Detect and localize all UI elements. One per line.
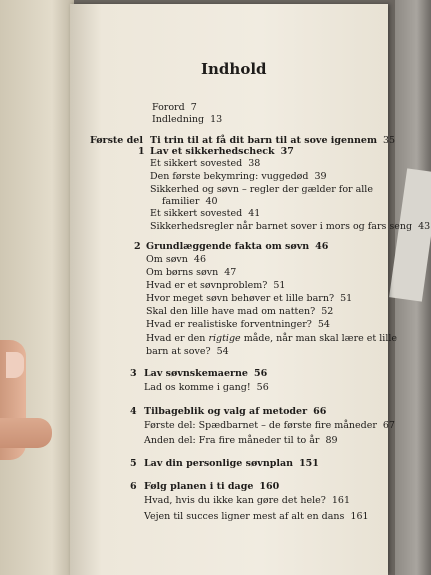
chapter-5-title: Lav din personlige søvnplan 151 — [144, 458, 319, 469]
toc-entry: Om søvn 46 — [146, 254, 206, 265]
chapter-4-number: 4 — [130, 406, 137, 417]
toc-entry: Om børns søvn 47 — [146, 267, 237, 278]
chapter-4-title: Tilbageblik og valg af metoder 66 — [144, 406, 327, 417]
chapter-2-title: Grundlæggende fakta om søvn 46 — [146, 241, 329, 252]
toc-entry: Sikkerhed og søvn – regler der gælder for alle — [150, 184, 373, 195]
chapter-5-number: 5 — [130, 458, 137, 469]
toc-entry-continued: familier 40 — [162, 196, 218, 207]
toc-entry-forord: Forord 7 — [152, 102, 197, 113]
page-title: Indhold — [201, 60, 267, 78]
toc-entry: Anden del: Fra fire måneder til to år 89 — [144, 435, 338, 446]
toc-entry-indledning: Indledning 13 — [152, 114, 223, 125]
chapter-6-title: Følg planen i ti dage 160 — [144, 481, 280, 492]
book-page — [70, 4, 431, 575]
toc-entry: Skal den lille have mad om natten? 52 — [146, 306, 334, 317]
toc-entry: Den første bekymring: vuggedød 39 — [150, 171, 327, 182]
chapter-6-number: 6 — [130, 481, 137, 492]
toc-entry: Hvad er et søvnproblem? 51 — [146, 280, 286, 291]
chapter-2-number: 2 — [134, 241, 141, 252]
toc-entry: Hvad, hvis du ikke kan gøre det hele? 161 — [144, 495, 350, 506]
toc-entry: Lad os komme i gang! 56 — [144, 382, 269, 393]
toc-entry: Vejen til succes ligner mest af alt en dans 161 — [144, 511, 369, 522]
toc-entry: Sikkerhedsregler når barnet sover i mors og fars seng 43 — [150, 221, 431, 232]
thumbnail-nail — [6, 352, 24, 378]
toc-entry: Et sikkert sovested 41 — [150, 208, 261, 219]
toc-entry: Et sikkert sovested 38 — [150, 158, 261, 169]
left-page-edge — [0, 0, 74, 575]
chapter-3-title: Lav søvnskemaerne 56 — [144, 368, 268, 379]
chapter-3-number: 3 — [130, 368, 137, 379]
toc-entry: Første del: Spædbarnet – de første fire måneder 67 — [144, 420, 395, 431]
toc-entry: Hvor meget søvn behøver et lille barn? 51 — [146, 293, 353, 304]
chapter-1-title: Lav et sikkerhedscheck 37 — [150, 146, 294, 157]
toc-entry: Hvad er realistiske forventninger? 54 — [146, 319, 330, 330]
part-title: Ti trin til at få dit barn til at sove igennem 35 — [150, 135, 396, 146]
finger — [0, 418, 52, 448]
toc-entry: Hvad er den rigtige måde, når man skal lære et lille — [146, 333, 398, 344]
toc-entry-continued: barn at sove? 54 — [146, 346, 229, 357]
chapter-1-number: 1 — [138, 146, 145, 157]
part-label: Første del — [90, 135, 143, 146]
